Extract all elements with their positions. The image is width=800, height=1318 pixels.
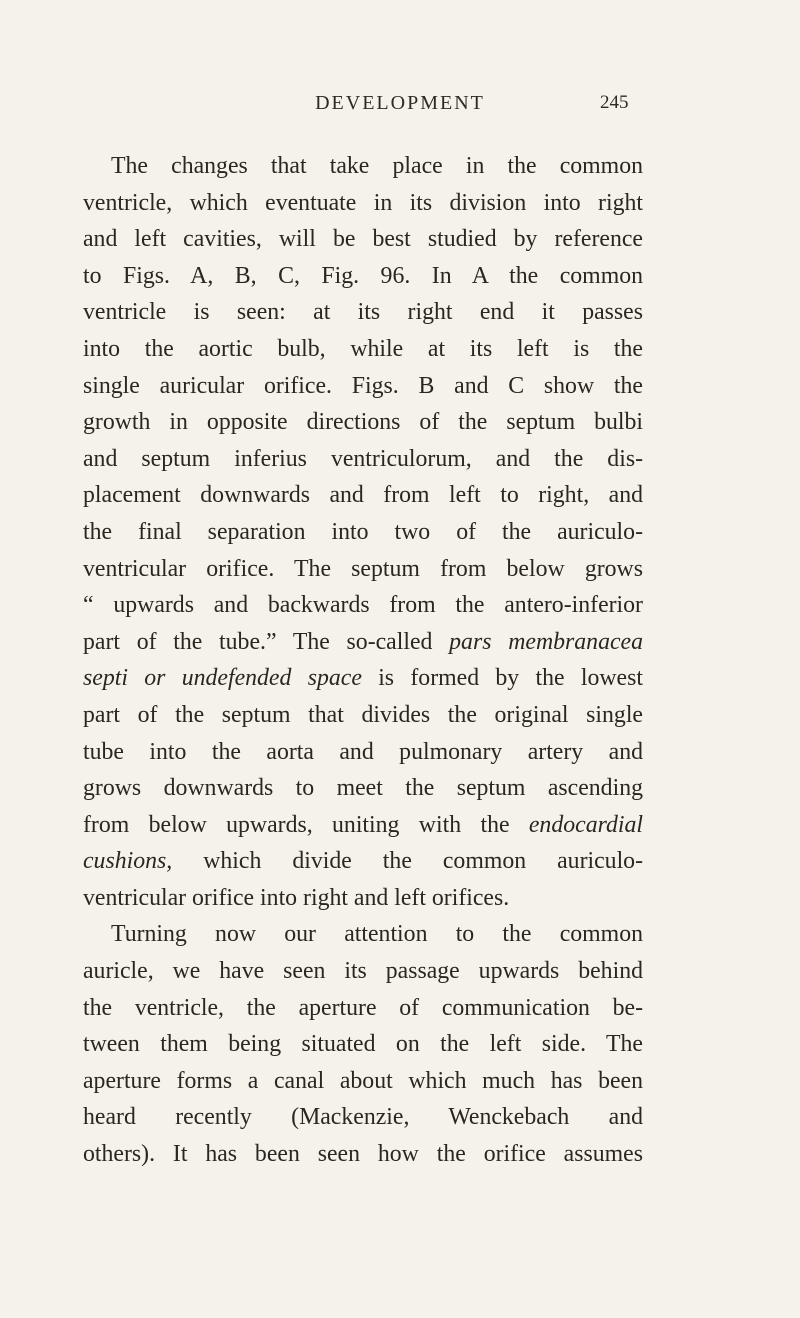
text-line: “ upwards and backwards from the antero-inferior bbox=[83, 592, 643, 619]
page-number: 245 bbox=[600, 92, 629, 113]
text-line: tween them being situated on the left side. The bbox=[83, 1031, 643, 1058]
text-line: and septum inferius ventriculorum, and the dis- bbox=[83, 445, 643, 472]
text-line: Turning now our attention to the common bbox=[111, 921, 643, 948]
text-line: tube into the aorta and pulmonary artery and bbox=[83, 738, 643, 765]
text-line: placement downwards and from left to right, and bbox=[83, 482, 643, 509]
text-line: auricle, we have seen its passage upwards behind bbox=[83, 958, 643, 985]
running-head: DEVELOPMENT bbox=[315, 92, 485, 114]
text-line: single auricular orifice. Figs. B and C show the bbox=[83, 372, 643, 399]
text-line: from below upwards, uniting with the endocardial bbox=[83, 811, 643, 838]
text-line: others). It has been seen how the orifice assumes bbox=[83, 1141, 643, 1168]
italic-term: cushions, bbox=[83, 848, 173, 875]
text-line: cushions, which divide the common auriculo- bbox=[83, 848, 643, 875]
italic-term: pars membranacea bbox=[449, 628, 644, 655]
text-line: into the aortic bulb, while at its left is the bbox=[83, 335, 643, 362]
body-text bbox=[83, 148, 643, 1173]
text-line: to Figs. A, B, C, Fig. 96. In A the common bbox=[83, 262, 643, 289]
text-line: the ventricle, the aperture of communication be- bbox=[83, 994, 643, 1021]
text-line: part of the tube.” The so-called pars membranacea bbox=[83, 628, 644, 655]
text-line: and left cavities, will be best studied by reference bbox=[83, 226, 643, 253]
italic-term: septi or undefended space bbox=[83, 665, 362, 692]
italic-term: endocardial bbox=[528, 811, 643, 838]
text-line: grows downwards to meet the septum ascending bbox=[83, 775, 643, 802]
text-line: heard recently (Mackenzie, Wenckebach and bbox=[83, 1104, 643, 1131]
text-line: aperture forms a canal about which much has been bbox=[83, 1067, 643, 1094]
text-line: ventricle, which eventuate in its division into right bbox=[83, 189, 643, 216]
text-line: ventricle is seen: at its right end it passes bbox=[83, 299, 643, 326]
text-line: ventricular orifice. The septum from below grows bbox=[83, 555, 643, 582]
text-line: part of the septum that divides the original single bbox=[83, 701, 643, 728]
text-line: The changes that take place in the common bbox=[111, 153, 643, 179]
text-line: growth in opposite directions of the septum bulbi bbox=[83, 409, 643, 436]
text-line: ventricular orifice into right and left orifices. bbox=[83, 884, 510, 911]
text-line: the final separation into two of the auriculo- bbox=[83, 518, 643, 545]
text-line: septi or undefended space is formed by the lowest bbox=[83, 665, 643, 692]
